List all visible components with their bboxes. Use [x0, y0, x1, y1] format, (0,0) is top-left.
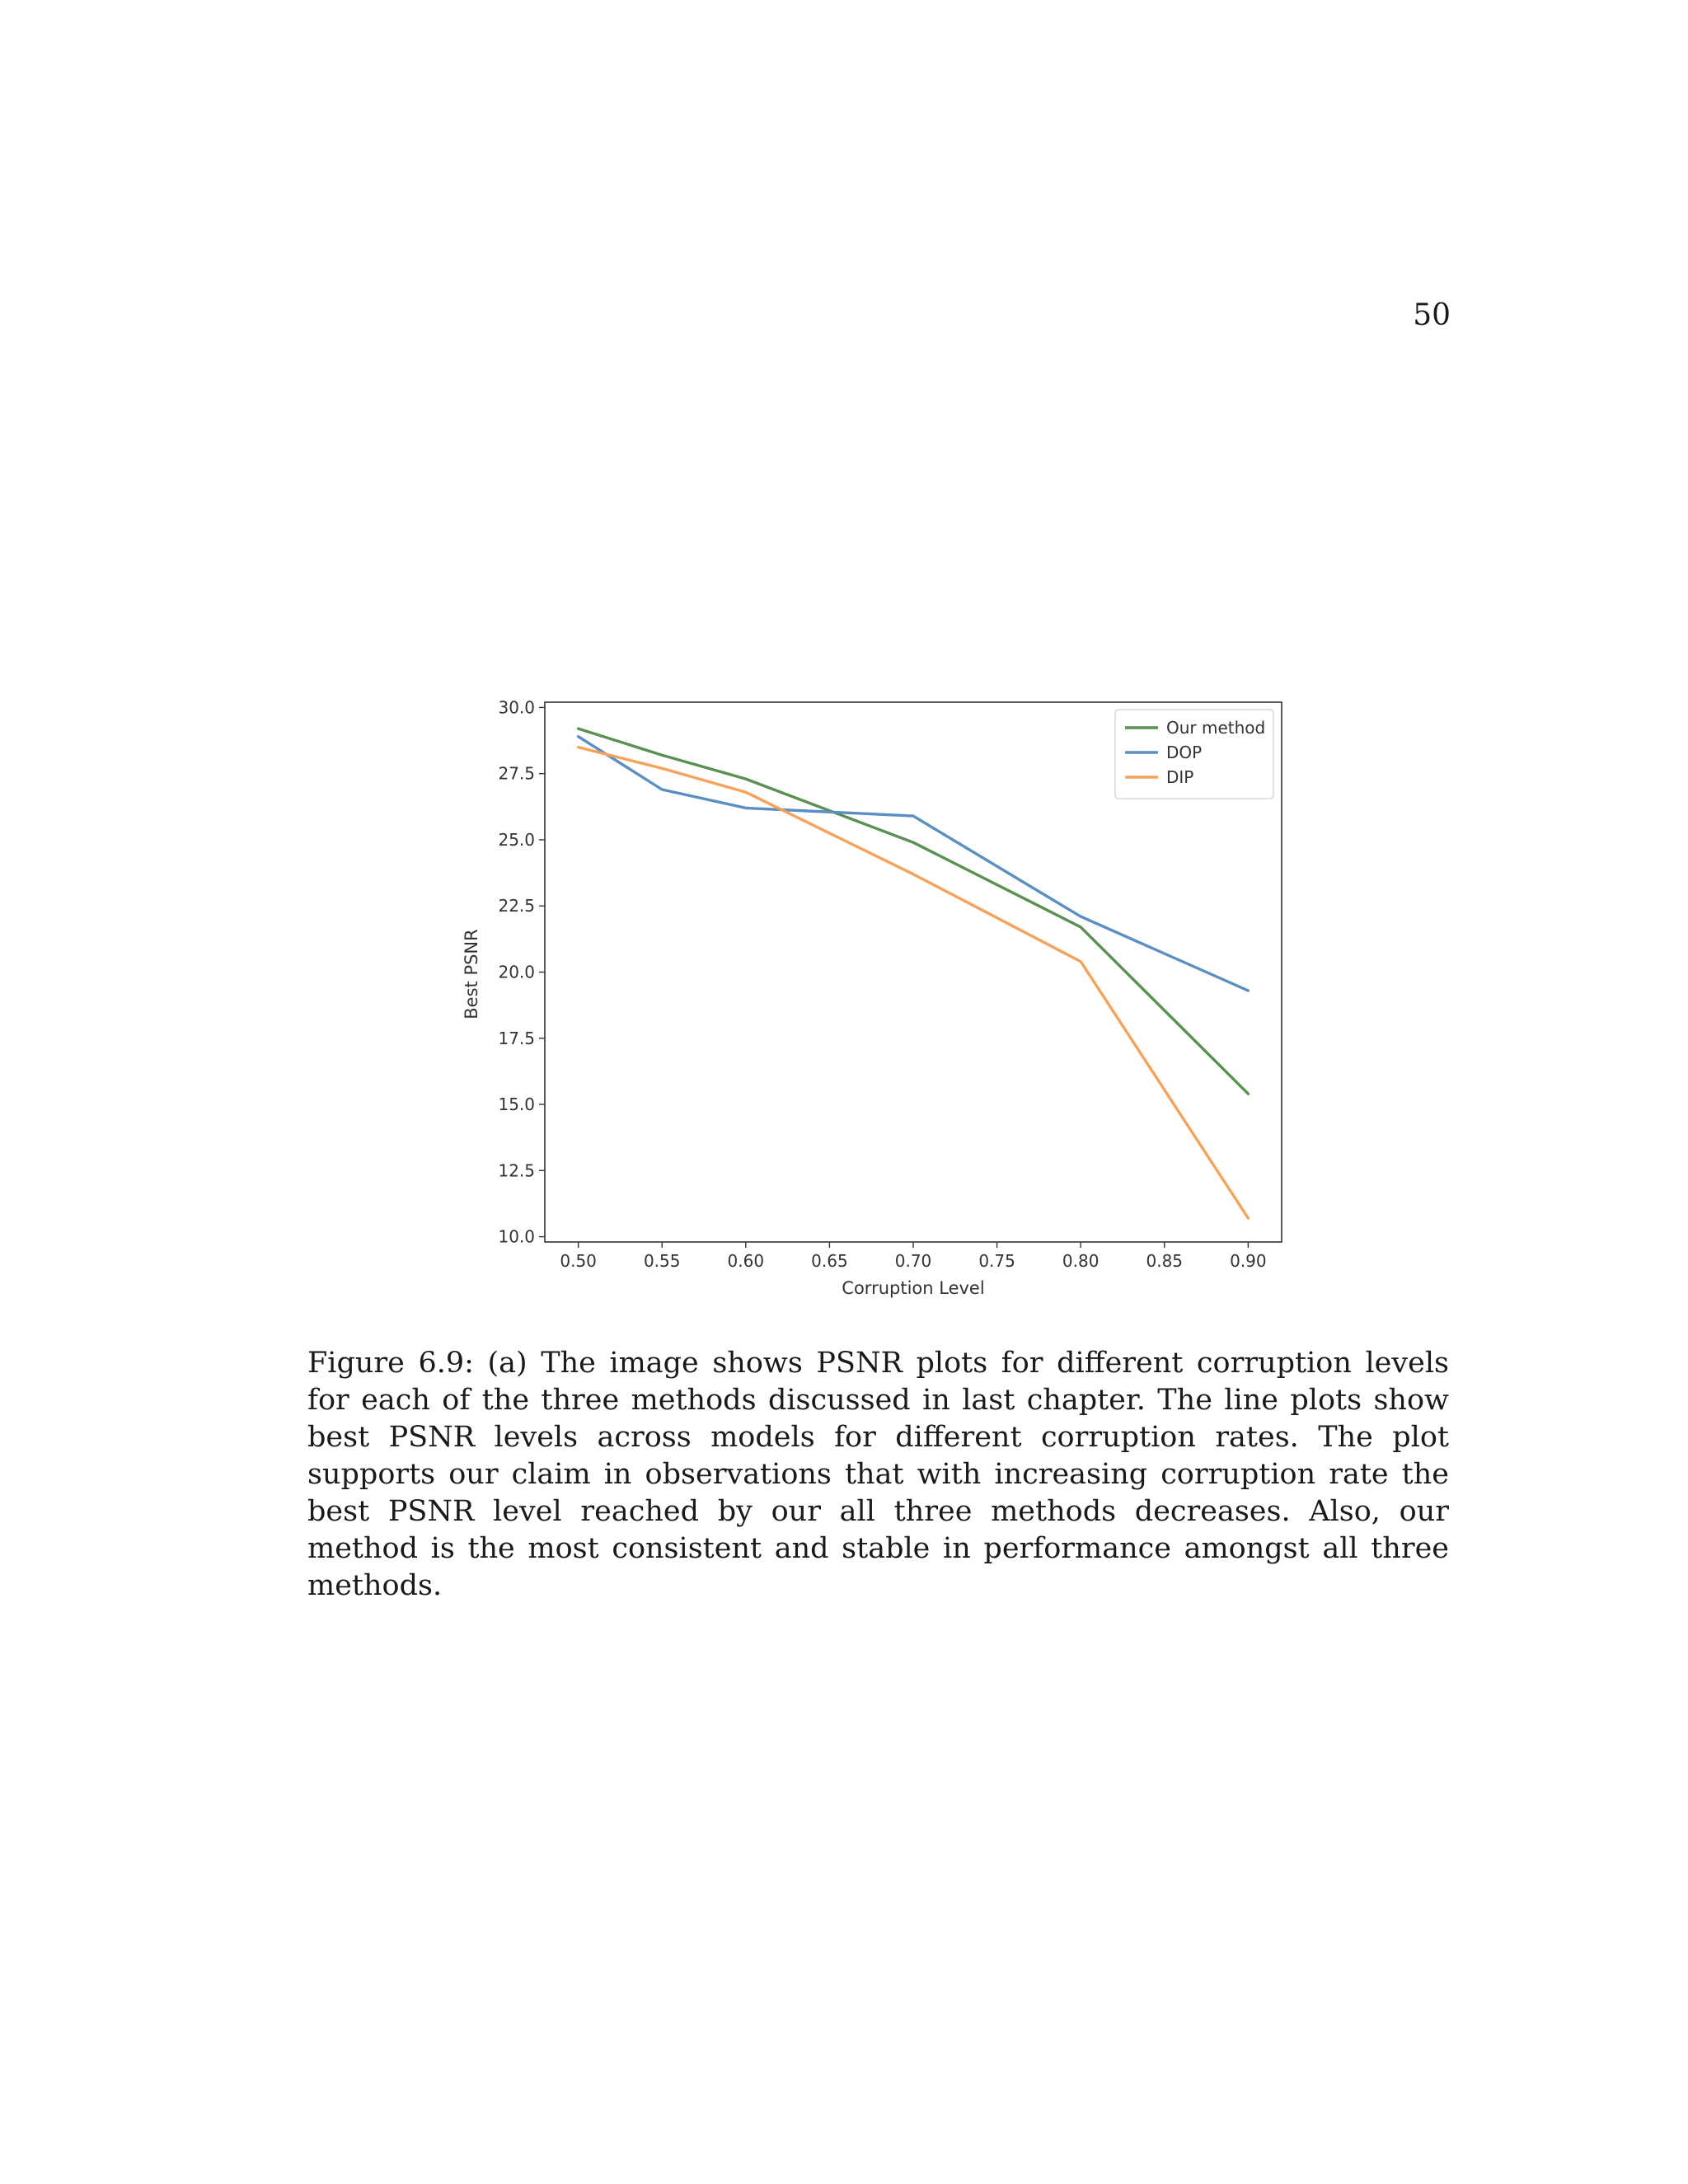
- y-tick-label: 30.0: [498, 697, 535, 718]
- x-tick-label: 0.80: [1062, 1251, 1100, 1271]
- psnr-line-chart: [445, 676, 1302, 1302]
- legend-label: Our method: [1166, 718, 1266, 738]
- x-tick-label: 0.85: [1146, 1251, 1184, 1271]
- y-tick-label: 22.5: [498, 896, 535, 916]
- x-tick-label: 0.60: [727, 1251, 765, 1271]
- x-tick-label: 0.55: [643, 1251, 681, 1271]
- x-axis-ticks: [560, 1242, 1266, 1271]
- chart-legend: [1115, 710, 1273, 799]
- page-number: 50: [1413, 298, 1451, 332]
- x-tick-label: 0.75: [978, 1251, 1015, 1271]
- y-axis-label: Best PSNR: [462, 929, 481, 1019]
- x-tick-label: 0.50: [560, 1251, 597, 1271]
- y-tick-label: 20.0: [498, 962, 535, 982]
- x-tick-label: 0.70: [894, 1251, 932, 1271]
- y-tick-label: 25.0: [498, 829, 535, 850]
- y-tick-label: 17.5: [498, 1028, 535, 1048]
- legend-label: DIP: [1166, 767, 1194, 787]
- y-tick-label: 27.5: [498, 763, 535, 784]
- x-tick-label: 0.65: [811, 1251, 848, 1271]
- y-tick-label: 15.0: [498, 1094, 535, 1115]
- legend-label: DOP: [1166, 743, 1203, 762]
- x-axis-label: Corruption Level: [842, 1278, 985, 1298]
- y-tick-label: 10.0: [498, 1226, 535, 1247]
- y-tick-label: 12.5: [498, 1160, 535, 1181]
- y-axis-ticks: [498, 697, 545, 1246]
- figure-caption: Figure 6.9: (a) The image shows PSNR plots for different corruption levels for each of the three methods discussed in last chapter. The line plots show best PSNR levels across models for different corruption rates. The plot supports our claim in observations that with increasing corruption rate the best PSNR level reached by our all three methods decreases. Also, our method is the most consistent and stable in performance amongst all three methods.: [307, 1347, 1449, 1602]
- x-tick-label: 0.90: [1230, 1251, 1267, 1271]
